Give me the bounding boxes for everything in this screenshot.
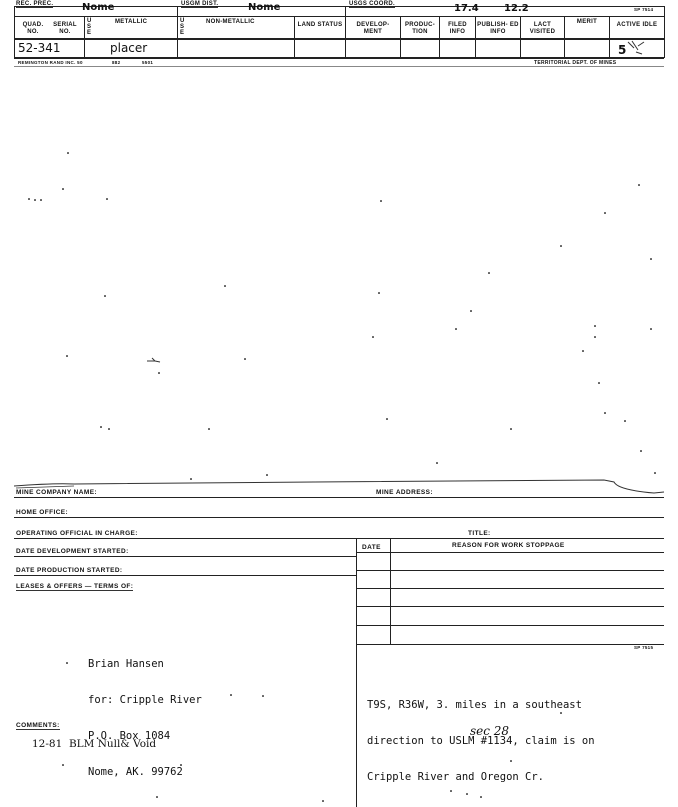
date-prod-started-label: DATE PRODUCTION STARTED: [16,567,123,574]
scan-speck [455,328,457,330]
scan-speck [640,450,642,452]
scan-speck [470,310,472,312]
scan-speck [158,372,160,374]
comments-label: COMMENTS: [16,722,60,729]
rec-prec-value: Nome [82,2,115,13]
address-line: for: Cripple River [88,694,202,706]
scan-speck [378,292,380,294]
col-divider [14,6,15,58]
scan-speck [466,793,468,795]
scan-speck [582,350,584,352]
scan-speck [62,188,64,190]
rule [14,497,664,498]
col-divider [345,6,346,58]
coord-value-2: 12.2 [504,3,529,14]
scan-speck [638,184,640,186]
col-quad: QUAD. NO. [22,22,44,35]
table-rule [356,552,664,553]
scan-mark-icon [146,357,162,365]
printer-num-2: 5501 [142,60,154,65]
printer-text: REMINGTON RAND INC. 50 [18,60,83,65]
active-idle-mark: 5 [618,43,627,57]
metallic-value: placer [110,41,148,55]
home-office-label: HOME OFFICE: [16,509,69,516]
scan-speck [322,800,324,802]
section-divider [356,538,357,807]
scan-speck [624,420,626,422]
scan-speck [106,198,108,200]
scan-speck [560,712,562,714]
col-merit: MERIT [576,19,598,25]
rule [14,575,356,576]
scan-speck [510,428,512,430]
address-line: P.O. Box 1084 [88,730,171,742]
address-line: Nome, AK. 99762 [88,766,183,778]
col-active-idle: ACTIVE IDLE [616,22,658,28]
leases-label: LEASES & OFFERS — TERMS OF: [16,583,134,590]
scan-speck [510,760,512,762]
scan-speck [604,412,606,414]
rule [14,556,356,557]
scan-speck [34,199,36,201]
comment-text: 12-81 BLM Null& Void [32,738,157,750]
rule [14,538,664,539]
scan-speck [67,152,69,154]
scan-speck [100,426,102,428]
coord-value-1: 17.4 [454,3,479,14]
table-rule [356,588,664,589]
scan-speck [380,200,382,202]
address-line: Brian Hansen [88,658,164,670]
scan-speck [598,382,600,384]
scan-speck [650,258,652,260]
header-mid-rule [14,16,664,17]
col-use-2: U S E [180,18,185,36]
col-divider [84,16,85,58]
scan-speck [208,428,210,430]
scan-speck [262,695,264,697]
table-rule [356,625,664,626]
scan-speck [104,295,106,297]
table-rule [356,644,664,645]
address-block [88,634,202,802]
col-divider [664,6,665,58]
title-label: TITLE: [468,530,491,537]
date-column-header: DATE [362,544,381,551]
location-line: Cripple River and Oregon Cr. [367,771,545,783]
scan-speck [650,328,652,330]
form-code-2: SP 7515 [634,645,654,650]
scan-speck [594,336,596,338]
scan-speck [28,198,30,200]
col-production: PRODUC- TION [404,22,436,35]
scan-speck [386,418,388,420]
row-bottom-rule [14,57,664,59]
scan-speck [244,358,246,360]
scan-speck [62,764,64,766]
scan-speck [108,428,110,430]
usgs-coord-label: USGS COORD. [349,1,395,7]
table-rule [356,570,664,571]
scan-speck [560,245,562,247]
operating-official-label: OPERATING OFFICIAL IN CHARGE: [16,530,138,537]
scan-speck [450,790,452,792]
printer-num-1: 882 [112,60,121,65]
col-filed-info: FILED INFO [448,22,467,35]
torn-edge-line-icon [14,476,670,498]
rule [14,517,664,518]
quad-serial-value: 52-341 [18,41,61,55]
scribble-mark-icon [624,38,664,58]
dept-text: TERRITORIAL DEPT. OF MINES [534,60,617,66]
rec-prec-label: REC. PREC. [16,1,54,7]
col-non-metallic: NON-METALLIC [206,19,255,25]
section-note: sec 28 [470,724,510,738]
col-divider [294,16,295,58]
columns-bottom-rule [14,38,664,40]
usgm-dist-value: Nome [248,2,281,13]
scan-speck [66,662,68,664]
col-metallic: METALLIC [115,19,148,25]
table-divider [390,538,391,644]
col-published-info: PUBLISH- ED INFO [477,22,519,35]
scan-speck [372,336,374,338]
mine-company-name-label: MINE COMPANY NAME: [16,489,97,496]
scan-speck [156,796,158,798]
col-development: DEVELOP- MENT [356,22,390,35]
scan-speck [604,212,606,214]
location-line: T9S, R36W, 3. miles in a southeast [367,699,582,711]
usgm-dist-label: USGM DIST. [181,1,219,7]
scan-speck [488,272,490,274]
date-dev-started-label: DATE DEVELOPMENT STARTED: [16,548,129,555]
scan-speck [480,796,482,798]
col-use-1: U S E [87,18,92,36]
form-code: SP 7514 [634,7,654,12]
reason-column-header: REASON FOR WORK STOPPAGE [452,542,565,549]
mine-address-label: MINE ADDRESS: [376,489,433,496]
col-serial: SERIAL NO. [53,22,77,35]
scan-speck [224,285,226,287]
footer-rule [14,66,664,67]
scan-speck [594,325,596,327]
col-land-status: LAND STATUS [297,22,343,28]
scan-speck [230,694,232,696]
table-rule [356,606,664,607]
location-block [367,675,595,807]
col-last-visited: LACT VISITED [529,22,556,35]
col-divider [177,6,178,58]
scan-speck [66,355,68,357]
scan-speck [40,199,42,201]
scan-speck [180,764,182,766]
location-line: direction to USLM #1134, claim is on [367,735,595,747]
scan-speck [654,472,656,474]
scan-speck [436,462,438,464]
